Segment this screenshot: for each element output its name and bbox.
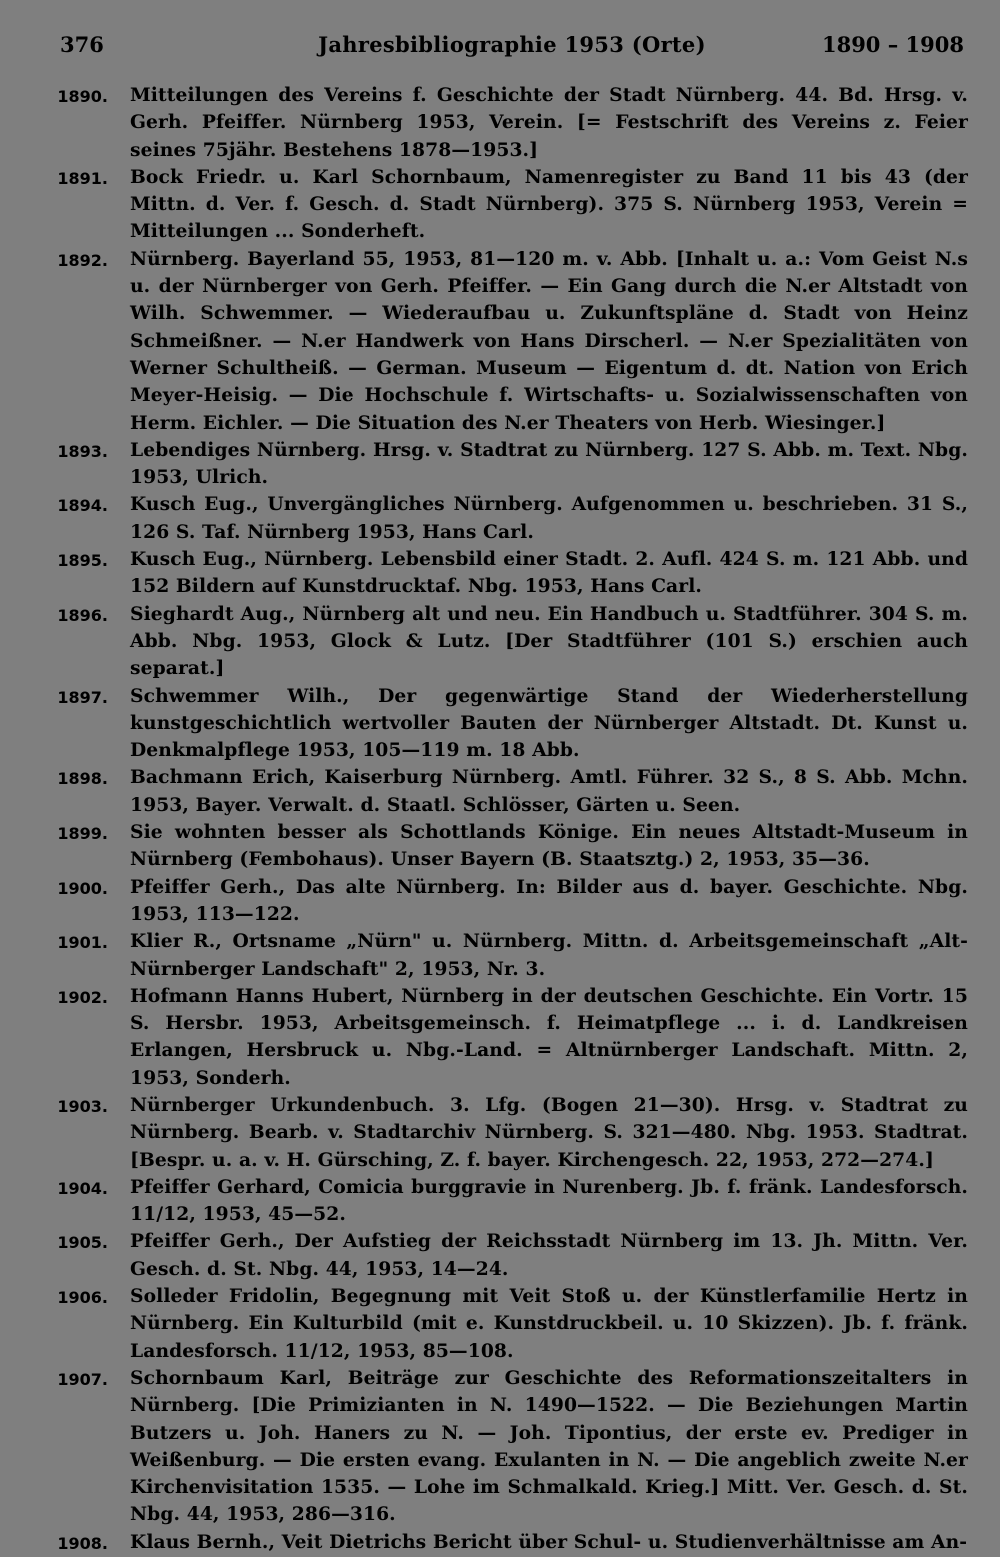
bibliography-entries (48, 82, 968, 1557)
entry-number: 1899. (57, 824, 108, 844)
entry-text: Pfeiffer Gerh., Das alte Nürnberg. In: Bilder aus d. bayer. Geschichte. Nbg. 1953, 113—122. (130, 875, 968, 925)
entry-number: 1893. (57, 441, 108, 461)
entry-number: 1898. (57, 769, 108, 789)
entry-text: Mitteilungen des Vereins f. Geschichte der Stadt Nürnberg. 44. Bd. Hrsg. v. Gerh. Pfeiffer. Nürnberg 1953, Verein. [= Festschrift des Vereins z. Feier seines 75jähr. Bestehens 1878—1953.] (130, 84, 968, 161)
entry-text: Sieghardt Aug., Nürnberg alt und neu. Ein Handbuch u. Stadtführer. 304 S. m. Abb. Nbg. 1953, Glock & Lutz. [Der Stadtführer (101 S.) erschien auch separat.] (130, 602, 968, 680)
bibliography-entry (48, 983, 968, 1092)
bibliography-entry (48, 437, 968, 492)
bibliography-entry (48, 1174, 968, 1229)
running-title: Jahresbibliographie 1953 (Orte) (318, 32, 706, 57)
entry-number: 1901. (57, 933, 108, 953)
bibliography-entry (48, 764, 968, 819)
entry-number: 1902. (57, 987, 108, 1007)
entry-text: Schwemmer Wilh., Der gegenwärtige Stand der Wiederherstellung kunstgeschichtlich wertvoller Bauten der Nürnberger Altstadt. Dt. Kunst u. Denkmalpflege 1953, 105—119 m. 18 Abb. (130, 684, 968, 762)
bibliography-entry (48, 164, 968, 246)
bibliography-entry (48, 928, 968, 983)
bibliography-entry (48, 1228, 968, 1283)
entry-number: 1896. (57, 605, 108, 625)
entry-number: 1905. (57, 1233, 108, 1253)
bibliography-entry (48, 1529, 968, 1557)
entry-range: 1890 – 1908 (821, 32, 964, 57)
entry-text: Lebendiges Nürnberg. Hrsg. v. Stadtrat zu Nürnberg. 127 S. Abb. m. Text. Nbg. 1953, Ulrich. (130, 438, 968, 489)
entry-number: 1906. (57, 1288, 108, 1308)
bibliography-entry (48, 683, 968, 765)
entry-text: Pfeiffer Gerh., Der Aufstieg der Reichsstadt Nürnberg im 13. Jh. Mittn. Ver. Gesch. d. St. Nbg. 44, 1953, 14—24. (130, 1230, 968, 1280)
entry-text: Solleder Fridolin, Begegnung mit Veit Stoß u. der Künstlerfamilie Hertz in Nürnberg. Ein Kulturbild (mit e. Kunstdruckbeil. u. 10 Skizzen). Jb. f. fränk. Landesforsch. 11/12, 1953, 85—108. (130, 1285, 968, 1362)
entry-text: Schornbaum Karl, Beiträge zur Geschichte des Reformationszeitalters in Nürnberg. [Die Primizianten in N. 1490—1522. — Die Beziehungen Martin Butzers u. Joh. Haners zu N. — Joh. Tipontius, der erste ev. Prediger in Weißenburg. — Die ersten evang. Exulanten in N. — Die angeblich zweite N.er Kirchenvisitation 1535. — Lohe im Schmalkald. Krieg.] Mitt. Ver. Gesch. d. St. Nbg. 44, 1953, 286—316. (130, 1366, 968, 1526)
entry-text: Pfeiffer Gerhard, Comicia burggravie in Nurenberg. Jb. f. fränk. Landesforsch. 11/12, 1953, 45—52. (130, 1175, 968, 1226)
entry-number: 1904. (57, 1178, 108, 1198)
entry-number: 1890. (57, 87, 108, 106)
entry-text: Nürnberger Urkundenbuch. 3. Lfg. (Bogen 21—30). Hrsg. v. Stadtrat zu Nürnberg. Bearb. v. Stadtarchiv Nürnberg. S. 321—480. Nbg. 1953. Stadtrat. [Bespr. u. a. v. H. Gürsching, Z. f. bayer. Kirchengesch. 22, 1953, 272—274.] (130, 1093, 968, 1171)
bibliography-entry (48, 1283, 968, 1365)
bibliography-entry (48, 1092, 968, 1174)
page-number: 376 (60, 32, 104, 57)
entry-text: Hofmann Hanns Hubert, Nürnberg in der deutschen Geschichte. Ein Vortr. 15 S. Hersbr. 1953, Arbeitsgemeinsch. f. Heimatpflege ... i. d. Landkreisen Erlangen, Hersbruck u. Nbg.-Land. = Altnürnberger Landschaft. Mittn. 2, 1953, Sonderh. (130, 984, 968, 1089)
entry-number: 1903. (57, 1096, 108, 1116)
entry-text: Kusch Eug., Unvergängliches Nürnberg. Aufgenommen u. beschrieben. 31 S., 126 S. Taf. Nürnberg 1953, Hans Carl. (130, 493, 968, 543)
entry-number: 1907. (57, 1369, 108, 1389)
bibliography-entry (48, 246, 968, 437)
entry-number: 1895. (57, 551, 108, 571)
page-header (60, 32, 964, 64)
entry-text: Bachmann Erich, Kaiserburg Nürnberg. Amtl. Führer. 32 S., 8 S. Abb. Mchn. 1953, Bayer. Verwalt. d. Staatl. Schlösser, Gärten u. Seen. (130, 766, 968, 816)
entry-number: 1900. (57, 878, 108, 898)
entry-text: Sie wohnten besser als Schottlands Könige. Ein neues Altstadt-Museum in Nürnberg (Fembohaus). Unser Bayern (B. Staatsztg.) 2, 1953, 35—36. (130, 821, 968, 871)
bibliography-entry (48, 491, 968, 546)
entry-number: 1908. (57, 1533, 108, 1553)
entry-number: 1897. (57, 687, 108, 707)
entry-number: 1892. (57, 250, 108, 270)
bibliography-entry (48, 1365, 968, 1529)
entry-number: 1891. (57, 168, 108, 188)
bibliography-entry (48, 874, 968, 929)
bibliography-entry (48, 601, 968, 683)
bibliography-entry (48, 819, 968, 874)
entry-text: Klier R., Ortsname „Nürn" u. Nürnberg. Mittn. d. Arbeitsgemeinschaft „Alt-Nürnberger Landschaft" 2, 1953, Nr. 3. (130, 930, 968, 980)
entry-text: Nürnberg. Bayerland 55, 1953, 81—120 m. v. Abb. [Inhalt u. a.: Vom Geist N.s u. der Nürnberger von Gerh. Pfeiffer. — Ein Gang durch die N.er Altstadt von Wilh. Schwemmer. — Wiederaufbau u. Zukunftspläne d. Stadt von Heinz Schmeißner. — N.er Handwerk von Hans Dirscherl. — N.er Spezialitäten von Werner Schultheiß. — German. Museum — Eigentum d. dt. Nation von Erich Meyer-Heisig. — Die Hochschule f. Wirtschafts- u. Sozialwissenschaften von Herm. Eichler. — Die Situation des N.er Theaters von Herb. Wiesinger.] (130, 247, 968, 434)
bibliography-entry (48, 546, 968, 601)
entry-text: Bock Friedr. u. Karl Schornbaum, Namenregister zu Band 11 bis 43 (der Mittn. d. Ver. f. Gesch. d. Stadt Nürnberg). 375 S. Nürnberg 1953, Verein = Mitteilungen ... Sonderheft. (130, 165, 968, 243)
entry-text: Klaus Bernh., Veit Dietrichs Bericht über Schul- u. Studienverhältnisse am An- (130, 1530, 968, 1553)
entry-number: 1894. (57, 496, 108, 516)
bibliography-entry (48, 82, 968, 164)
entry-text: Kusch Eug., Nürnberg. Lebensbild einer Stadt. 2. Aufl. 424 S. m. 121 Abb. und 152 Bildern auf Kunstdrucktaf. Nbg. 1953, Hans Carl. (130, 548, 968, 598)
